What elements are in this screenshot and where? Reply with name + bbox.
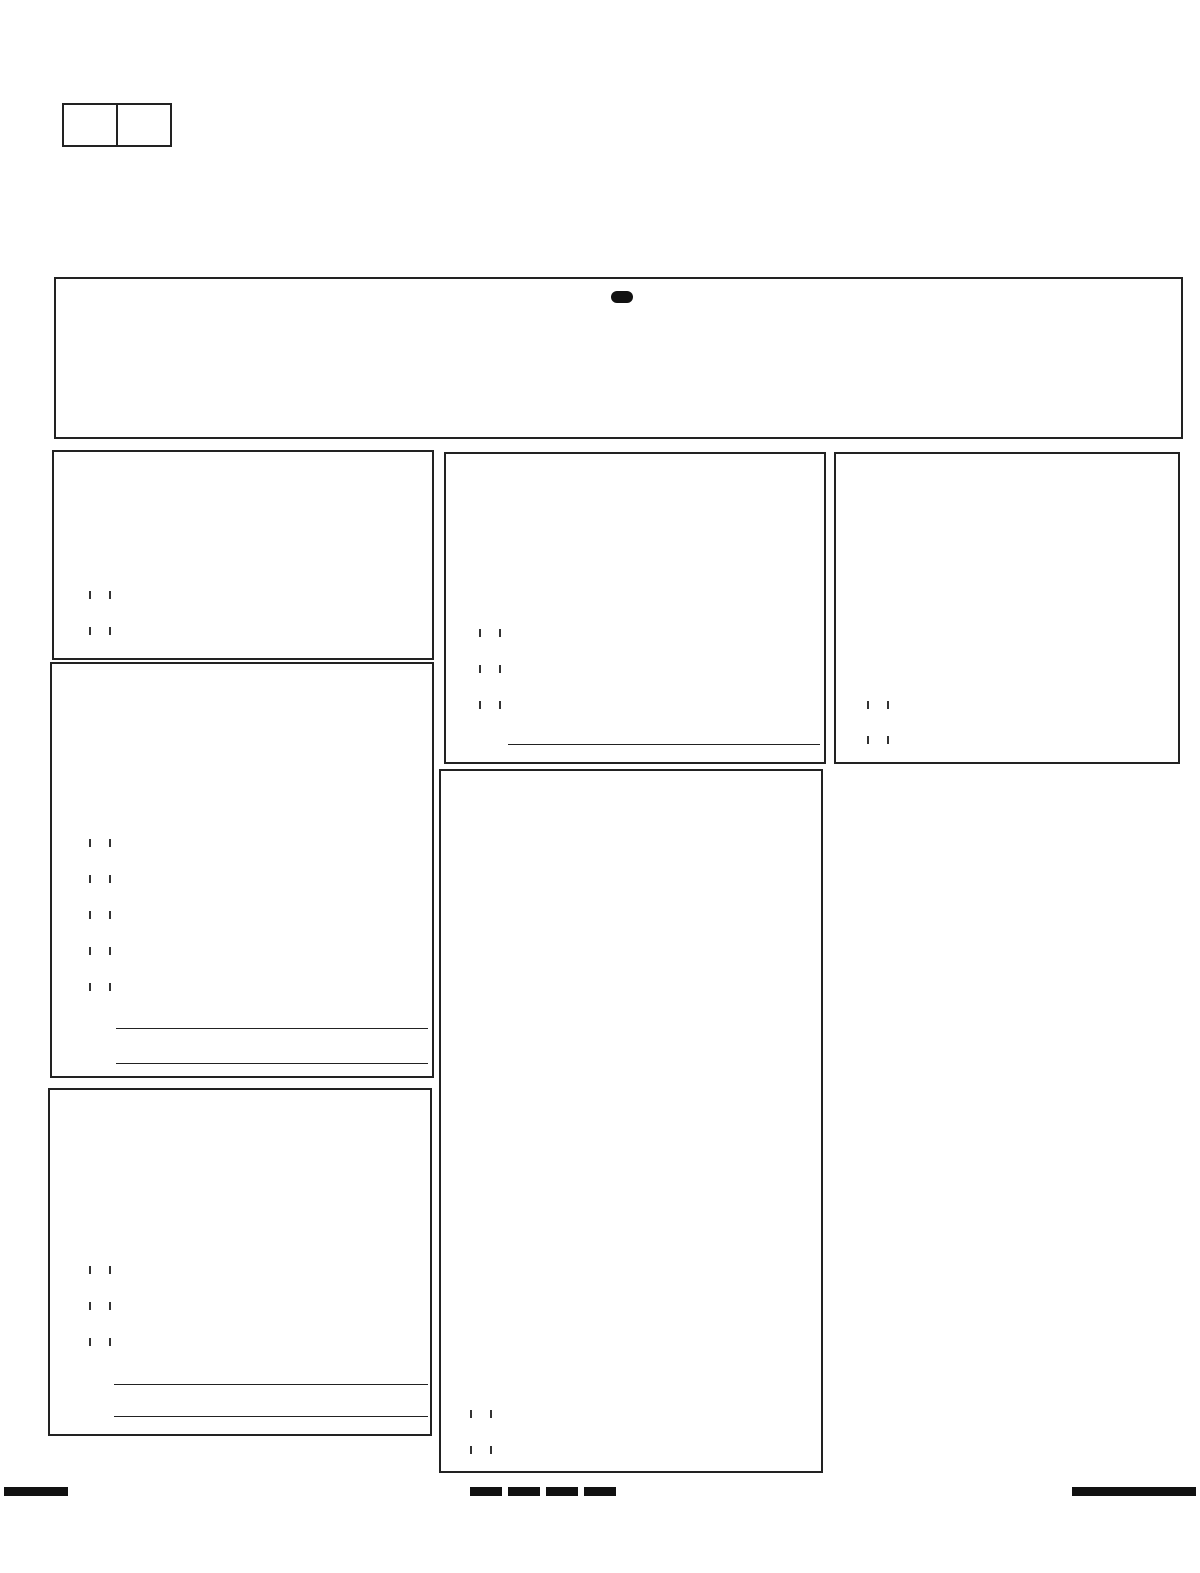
oval-icon[interactable] — [478, 662, 502, 676]
oval-icon[interactable] — [88, 624, 112, 638]
special-bond-contest — [439, 769, 823, 1473]
candidate-option[interactable] — [88, 1263, 118, 1277]
instructions-box — [54, 277, 1183, 439]
candidate-option[interactable] — [88, 908, 118, 922]
judges-initials-box[interactable] — [62, 103, 172, 147]
candidate-option[interactable] — [88, 980, 118, 994]
oval-icon[interactable] — [88, 1263, 112, 1277]
candidate-option[interactable] — [478, 626, 508, 640]
oval-icon[interactable] — [469, 1443, 493, 1457]
fire-district-contest — [834, 452, 1180, 764]
oval-icon[interactable] — [469, 1407, 493, 1421]
oval-icon[interactable] — [478, 626, 502, 640]
yes-option[interactable] — [469, 1407, 499, 1421]
writein-line[interactable] — [116, 1028, 428, 1029]
writein-line[interactable] — [114, 1384, 428, 1385]
candidate-option[interactable] — [88, 944, 118, 958]
christian-county-contest — [52, 450, 434, 660]
yes-option[interactable] — [88, 588, 118, 602]
oval-icon[interactable] — [866, 733, 890, 747]
candidate-option[interactable] — [478, 662, 508, 676]
filled-oval-example-icon — [611, 291, 633, 303]
no-option[interactable] — [469, 1443, 499, 1457]
oval-icon[interactable] — [88, 588, 112, 602]
oval-icon[interactable] — [478, 698, 502, 712]
no-option[interactable] — [88, 624, 118, 638]
oval-icon[interactable] — [88, 1335, 112, 1349]
top-timing-marks — [0, 60, 1200, 72]
oval-icon[interactable] — [866, 698, 890, 712]
candidate-option[interactable] — [88, 836, 118, 850]
junior-college-contest — [50, 662, 434, 1078]
yes-option[interactable] — [866, 698, 896, 712]
right-timing-marks — [1184, 0, 1200, 1573]
oval-icon[interactable] — [88, 980, 112, 994]
oval-icon[interactable] — [88, 908, 112, 922]
writein-line[interactable] — [508, 744, 820, 745]
candidate-option[interactable] — [478, 698, 508, 712]
left-timing-marks — [0, 0, 30, 1573]
oval-icon[interactable] — [88, 944, 112, 958]
school-board-three-year-contest — [48, 1088, 432, 1436]
bottom-timing-marks — [0, 1487, 1200, 1497]
instructions-main — [56, 285, 1181, 309]
writein-line[interactable] — [116, 1063, 428, 1064]
candidate-option[interactable] — [88, 872, 118, 886]
oval-icon[interactable] — [88, 1299, 112, 1313]
writein-line[interactable] — [114, 1416, 428, 1417]
candidate-option[interactable] — [88, 1335, 118, 1349]
candidate-option[interactable] — [88, 1299, 118, 1313]
no-option[interactable] — [866, 733, 896, 747]
oval-icon[interactable] — [88, 872, 112, 886]
school-board-two-year-contest — [444, 452, 826, 764]
oval-icon[interactable] — [88, 836, 112, 850]
